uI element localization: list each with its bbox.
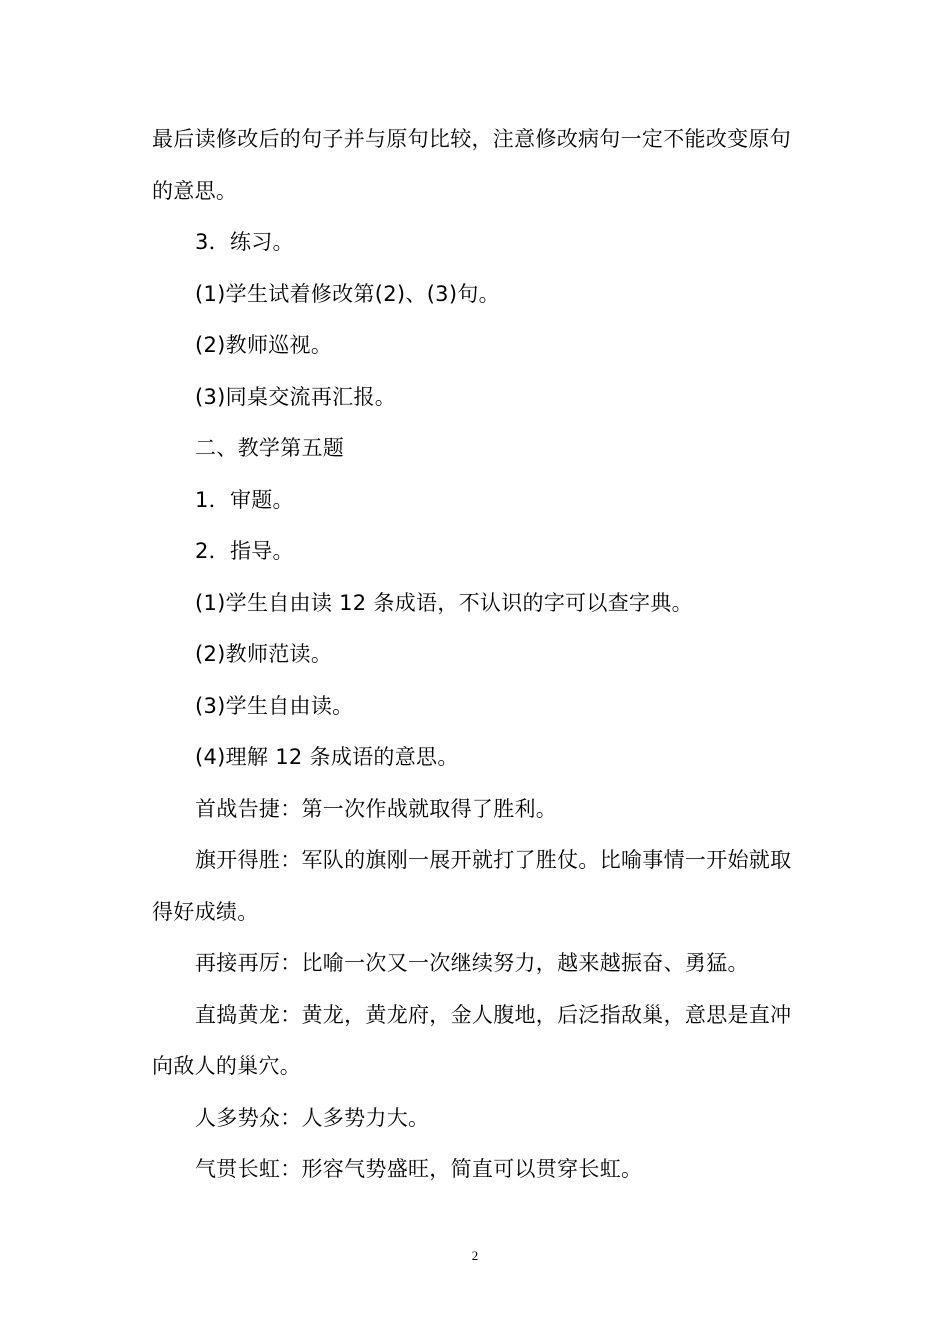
idiom-definition: 旗开得胜：军队的旗刚一展开就打了胜仗。比喻事情一开始就取得好成绩。 bbox=[152, 848, 792, 924]
section-heading: 二、教学第五题 bbox=[195, 436, 345, 460]
idiom-definition: 人多势众：人多势力大。 bbox=[195, 1105, 430, 1130]
document-body bbox=[152, 114, 802, 1196]
paragraph: 1．审题。 bbox=[195, 487, 294, 512]
page-number: 2 bbox=[471, 1248, 479, 1263]
idiom-definition: 直捣黄龙：黄龙，黄龙府，金人腹地，后泛指敌巢，意思是直冲向敌人的巢穴。 bbox=[152, 1002, 792, 1078]
paragraph: (4)理解 12 条成语的意思。 bbox=[195, 745, 459, 769]
paragraph: (2)教师范读。 bbox=[195, 642, 333, 666]
paragraph: 2．指导。 bbox=[195, 539, 294, 563]
idiom-definition: 首战告捷：第一次作战就取得了胜利。 bbox=[195, 796, 558, 821]
paragraph: (3)学生自由读。 bbox=[195, 693, 354, 718]
paragraph: (1)学生试着修改第(2)、(3)句。 bbox=[195, 281, 500, 306]
idiom-definition: 气贯长虹：形容气势盛旺，简直可以贯穿长虹。 bbox=[195, 1157, 643, 1181]
paragraph: (1)学生自由读 12 条成语，不认识的字可以查字典。 bbox=[195, 590, 693, 615]
paragraph: (3)同桌交流再汇报。 bbox=[195, 384, 397, 409]
idiom-definition: 再接再厉：比喻一次又一次继续努力，越来越振奋、勇猛。 bbox=[195, 951, 749, 975]
paragraph: (2)教师巡视。 bbox=[195, 333, 333, 357]
paragraph: 3．练习。 bbox=[195, 230, 294, 254]
paragraph: 最后读修改后的句子并与原句比较，注意修改病句一定不能改变原句的意思。 bbox=[152, 127, 791, 203]
